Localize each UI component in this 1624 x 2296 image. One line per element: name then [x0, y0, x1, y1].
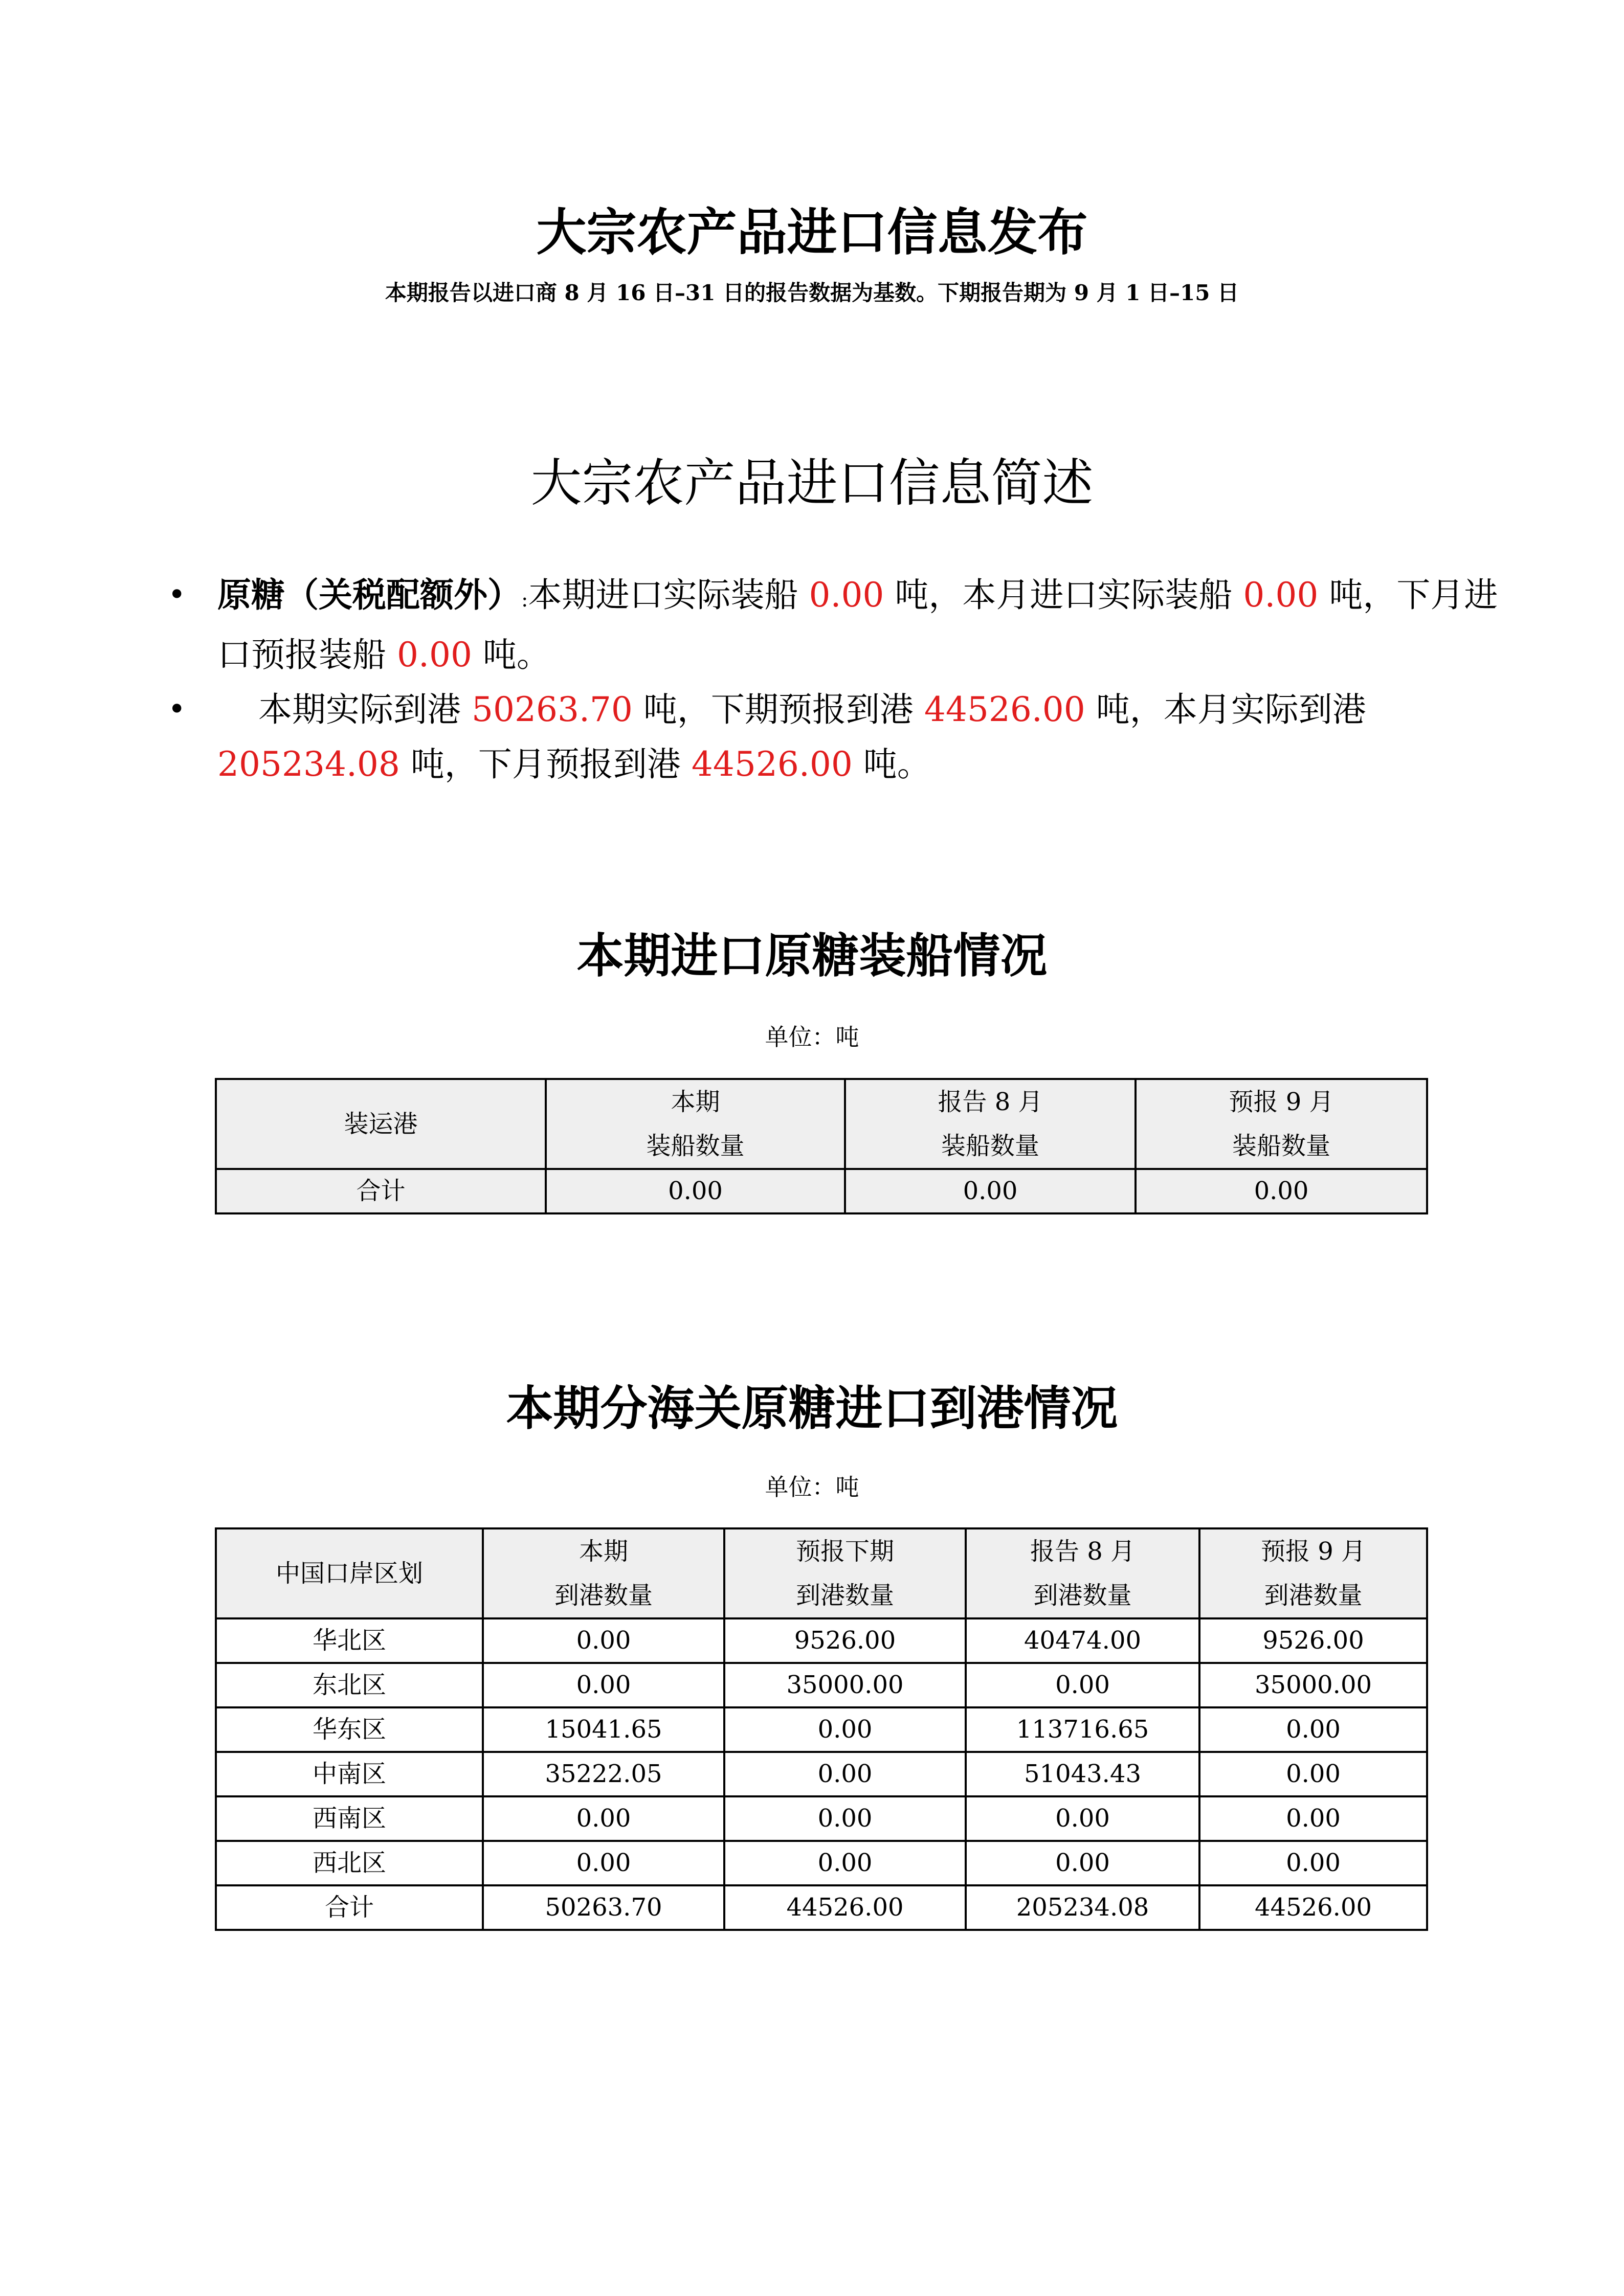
column-header: 预报 9 月 到港数量	[1199, 1528, 1427, 1618]
table-cell: 51043.43	[966, 1752, 1199, 1796]
column-header: 本期 到港数量	[483, 1528, 724, 1618]
table-cell: 0.00	[1199, 1707, 1427, 1752]
summary-text: 吨，下月进口预报装船	[217, 575, 1498, 674]
summary-text: 本期实际到港	[258, 690, 472, 729]
table-row	[216, 1885, 1427, 1930]
report-period-note: 本期报告以进口商 8 月 16 日–31 日的报告数据为基数。下期报告期为 9 月 1 日–15 日	[385, 280, 1239, 305]
table-cell: 0.00	[845, 1169, 1136, 1213]
table-cell: 合计	[216, 1885, 483, 1930]
table-cell: 15041.65	[483, 1707, 724, 1752]
table-cell: 西北区	[216, 1841, 483, 1885]
table-cell: 0.00	[966, 1663, 1199, 1707]
column-header: 预报 9 月 装船数量	[1136, 1079, 1427, 1169]
table-cell: 华东区	[216, 1707, 483, 1752]
table-cell: 0.00	[1199, 1752, 1427, 1796]
summary-text: 吨，本月进口实际装船	[884, 575, 1243, 615]
summary-text: 本期进口实际装船	[528, 575, 809, 615]
table-cell: 0.00	[966, 1796, 1199, 1841]
table-cell: 205234.08	[966, 1885, 1199, 1930]
product-label: 原糖（关税配额外）	[217, 575, 521, 615]
table-cell: 0.00	[724, 1796, 966, 1841]
table-row	[216, 1169, 1427, 1213]
table-cell: 40474.00	[966, 1618, 1199, 1663]
table-row	[216, 1841, 1427, 1885]
month-shipment-value: 0.00	[1243, 575, 1319, 615]
table-cell: 0.00	[724, 1841, 966, 1885]
table-cell: 0.00	[483, 1796, 724, 1841]
label-colon: :	[521, 588, 528, 612]
summary-heading: 大宗农产品进口信息简述	[530, 453, 1094, 513]
table-cell: 50263.70	[483, 1885, 724, 1930]
table-cell: 0.00	[483, 1841, 724, 1885]
table-cell: 35000.00	[1199, 1663, 1427, 1707]
column-header: 装运港	[216, 1079, 546, 1169]
table-cell: 东北区	[216, 1663, 483, 1707]
period-arrival-value: 50263.70	[471, 690, 633, 729]
summary-text: 吨，本月实际到港	[1085, 690, 1366, 729]
column-header: 报告 8 月 装船数量	[845, 1079, 1136, 1169]
table-cell: 0.00	[1199, 1841, 1427, 1885]
table-cell: 0.00	[724, 1707, 966, 1752]
table-cell: 西南区	[216, 1796, 483, 1841]
table-cell: 35000.00	[724, 1663, 966, 1707]
summary-text: 吨。	[472, 635, 550, 674]
column-header: 报告 8 月 到港数量	[966, 1528, 1199, 1618]
month-arrival-value: 205234.08	[217, 745, 400, 784]
column-header: 中国口岸区划	[216, 1528, 483, 1618]
table-cell: 113716.65	[966, 1707, 1199, 1752]
table-header-row	[216, 1079, 1427, 1169]
table-cell: 44526.00	[1199, 1885, 1427, 1930]
table-cell: 35222.05	[483, 1752, 724, 1796]
shipment-section-title: 本期进口原糖装船情况	[576, 929, 1048, 983]
summary-text: 吨。	[852, 745, 931, 784]
table-row	[216, 1707, 1427, 1752]
table-cell: 44526.00	[724, 1885, 966, 1930]
summary-text: 吨，下月预报到港	[399, 745, 692, 784]
table-cell: 0.00	[724, 1752, 966, 1796]
table-cell: 9526.00	[724, 1618, 966, 1663]
arrival-table	[215, 1527, 1428, 1931]
next-month-shipment-value: 0.00	[396, 635, 472, 674]
table-cell: 0.00	[546, 1169, 845, 1213]
arrival-section-title: 本期分海关原糖进口到港情况	[506, 1381, 1118, 1436]
next-month-arrival-value: 44526.00	[691, 745, 853, 784]
table-header-row	[216, 1528, 1427, 1618]
table-row	[216, 1752, 1427, 1796]
table-cell: 0.00	[1199, 1796, 1427, 1841]
summary-item-arrival	[164, 682, 1504, 792]
page-title: 大宗农产品进口信息发布	[536, 204, 1088, 262]
summary-item-shipment	[164, 568, 1504, 682]
table-cell: 0.00	[483, 1663, 724, 1707]
table-row	[216, 1796, 1427, 1841]
table-row	[216, 1663, 1427, 1707]
shipment-table	[215, 1078, 1428, 1214]
column-header: 本期 装船数量	[546, 1079, 845, 1169]
summary-text: 吨，下期预报到港	[632, 690, 924, 729]
table-cell: 0.00	[966, 1841, 1199, 1885]
table-cell: 中南区	[216, 1752, 483, 1796]
arrival-unit-label: 单位：吨	[765, 1473, 859, 1501]
table-cell: 华北区	[216, 1618, 483, 1663]
summary-list	[164, 568, 1504, 792]
table-cell: 合计	[216, 1169, 546, 1213]
table-row	[216, 1618, 1427, 1663]
next-period-arrival-value: 44526.00	[924, 690, 1085, 729]
period-shipment-value: 0.00	[809, 575, 884, 615]
column-header: 预报下期 到港数量	[724, 1528, 966, 1618]
table-cell: 0.00	[483, 1618, 724, 1663]
table-cell: 0.00	[1136, 1169, 1427, 1213]
shipment-unit-label: 单位：吨	[765, 1023, 859, 1051]
table-cell: 9526.00	[1199, 1618, 1427, 1663]
